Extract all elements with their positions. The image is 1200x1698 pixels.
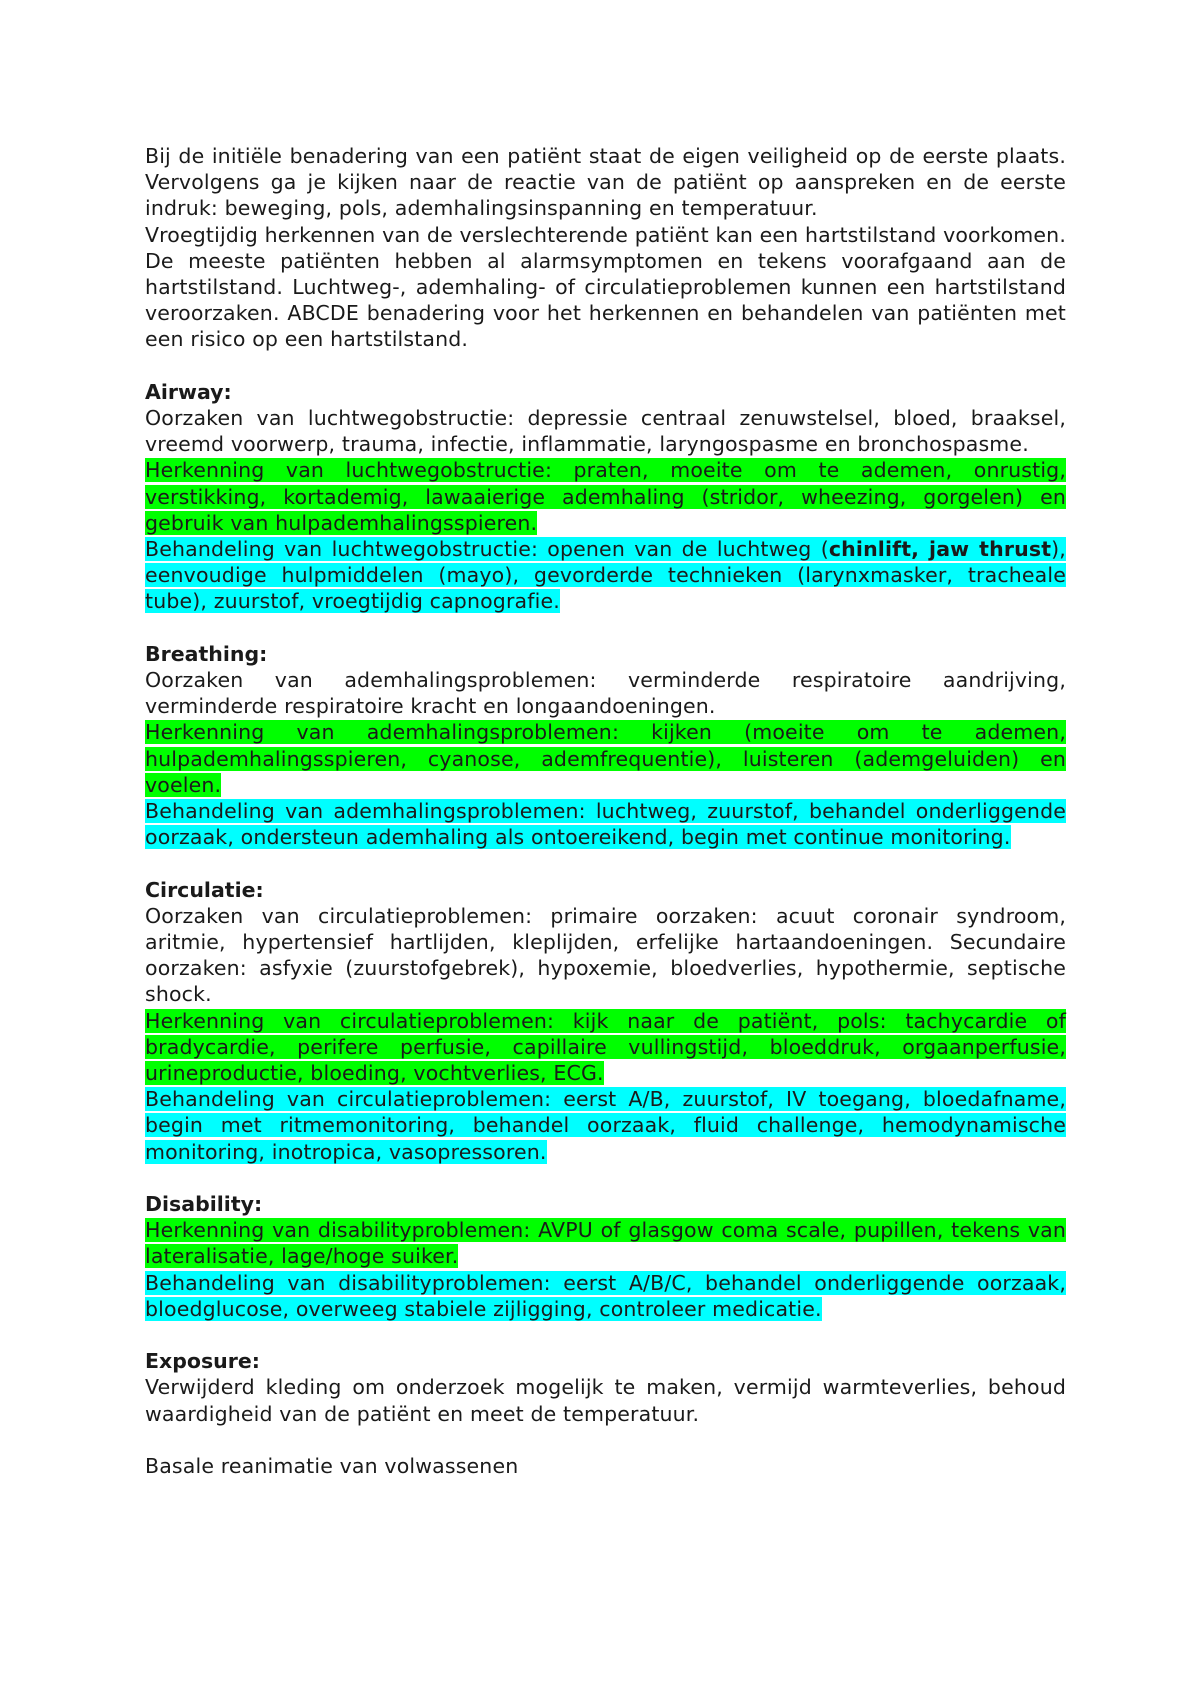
spacer <box>145 353 1066 379</box>
disability-treatment-text: Behandeling van disabilityproblemen: eerst A/B/C, behandel onderliggende oorzaak, bloedglucose, overweeg stabiele zijligging, controleer medicatie. <box>145 1270 1066 1321</box>
document-page <box>145 143 1066 1479</box>
circulation-recognition-text: Herkenning van circulatieproblemen: kijk naar de patiënt, pols: tachycardie of bradycardie, perifere perfusie, capillaire vullingstijd, bloeddruk, orgaanperfusie, urineproductie, bloeding, vochtverlies, ECG. <box>145 1008 1066 1086</box>
exposure-text-content: Verwijderd kleding om onderzoek mogelijk te maken, vermijd warmteverlies, behoud waardigheid van de patiënt en meet de temperatuur. <box>145 1375 1066 1426</box>
spacer <box>145 1322 1066 1348</box>
circulation-causes-text: Oorzaken van circulatieproblemen: primaire oorzaken: acuut coronair syndroom, aritmie, hypertensief hartlijden, kleplijden, erfelijke hartaandoeningen. Secundaire oorzaken: asfyxie (zuurstofgebrek), hypoxemie, bloedverlies, hypothermie, septische shock. <box>145 903 1066 1007</box>
airway-causes-text: Oorzaken van luchtwegobstructie: depressie centraal zenuwstelsel, bloed, braaksel, vreemd voorwerp, trauma, infectie, inflammatie, laryngospasme en bronchospasme. <box>145 406 1066 457</box>
intro-text-2: Vroegtijdig herkennen van de verslechterende patiënt kan een hartstilstand voorkomen. De meeste patiënten hebben al alarmsymptomen en tekens voorafgaand aan de hartstilstand. Luchtweg-, ademhaling- of circulatieproblemen kunnen een hartstilstand veroorzaken. ABCDE benadering voor het herkennen en behandelen van patiënten met een risico op een hartstilstand. <box>145 222 1066 352</box>
disability-recognition <box>145 1217 1066 1269</box>
circulation-treatment <box>145 1086 1066 1165</box>
spacer <box>145 850 1066 876</box>
exposure-text <box>145 1374 1066 1426</box>
airway-recognition <box>145 457 1066 536</box>
closing-line: Basale reanimatie van volwassenen <box>145 1454 519 1479</box>
airway-treatment <box>145 536 1066 615</box>
airway-causes <box>145 405 1066 457</box>
spacer <box>145 1427 1066 1453</box>
breathing-recognition-text: Herkenning van ademhalingsproblemen: kijken (moeite om te ademen, hulpademhalingsspieren, cyanose, ademfrequentie), luisteren (ademgeluiden) en voelen. <box>145 720 1066 797</box>
circulation-causes <box>145 903 1066 1008</box>
circulation-heading: Circulatie: <box>145 877 264 902</box>
breathing-causes <box>145 667 1066 719</box>
breathing-heading: Breathing: <box>145 641 268 666</box>
disability-recognition-text: Herkenning van disabilityproblemen: AVPU of glasgow coma scale, pupillen, tekens van lateralisatie, lage/hoge suiker. <box>145 1218 1066 1269</box>
airway-heading: Airway: <box>145 379 232 404</box>
intro-text-1: Bij de initiële benadering van een patiënt staat de eigen veiligheid op de eerste plaats. Vervolgens ga je kijken naar de reactie van de patiënt op aanspreken en de eerste indruk: beweging, pols, ademhalingsinspanning en temperatuur. <box>145 144 1066 221</box>
breathing-treatment-text: Behandeling van ademhalingsproblemen: luchtweg, zuurstof, behandel onderliggende oorzaak, ondersteun ademhaling als ontoereikend, begin met continue monitoring. <box>145 799 1066 850</box>
airway-treatment-post: ), eenvoudige hulpmiddelen (mayo), gevorderde technieken (larynxmasker, tracheale tube), zuurstof, vroegtijdig capnografie. <box>145 537 1066 614</box>
airway-recognition-text: Herkenning van luchtwegobstructie: praten, moeite om te ademen, onrustig, verstikking, kortademig, lawaaierige ademhaling (stridor, wheezing, gorgelen) en gebruik van hulpademhalingsspieren. <box>145 458 1066 535</box>
disability-heading: Disability: <box>145 1192 263 1217</box>
airway-treatment-text <box>145 537 1066 613</box>
breathing-causes-text: Oorzaken van ademhalingsproblemen: verminderde respiratoire aandrijving, verminderde respiratoire kracht en longaandoeningen. <box>145 668 1066 719</box>
disability-treatment <box>145 1270 1066 1322</box>
breathing-treatment <box>145 798 1066 850</box>
intro-paragraph-1 <box>145 143 1066 222</box>
airway-treatment-bold: chinlift, jaw thrust <box>828 537 1052 562</box>
airway-treatment-pre: Behandeling van luchtwegobstructie: openen van de luchtweg ( <box>145 537 829 562</box>
spacer <box>145 615 1066 641</box>
breathing-recognition <box>145 719 1066 798</box>
exposure-heading: Exposure: <box>145 1349 260 1374</box>
intro-paragraph-2 <box>145 222 1066 353</box>
circulation-treatment-text: Behandeling van circulatieproblemen: eerst A/B, zuurstof, IV toegang, bloedafname, begin met ritmemonitoring, behandel oorzaak, fluid challenge, hemodynamische monitoring, inotropica, vasopressoren. <box>145 1087 1066 1164</box>
spacer <box>145 1165 1066 1191</box>
circulation-recognition <box>145 1008 1066 1087</box>
